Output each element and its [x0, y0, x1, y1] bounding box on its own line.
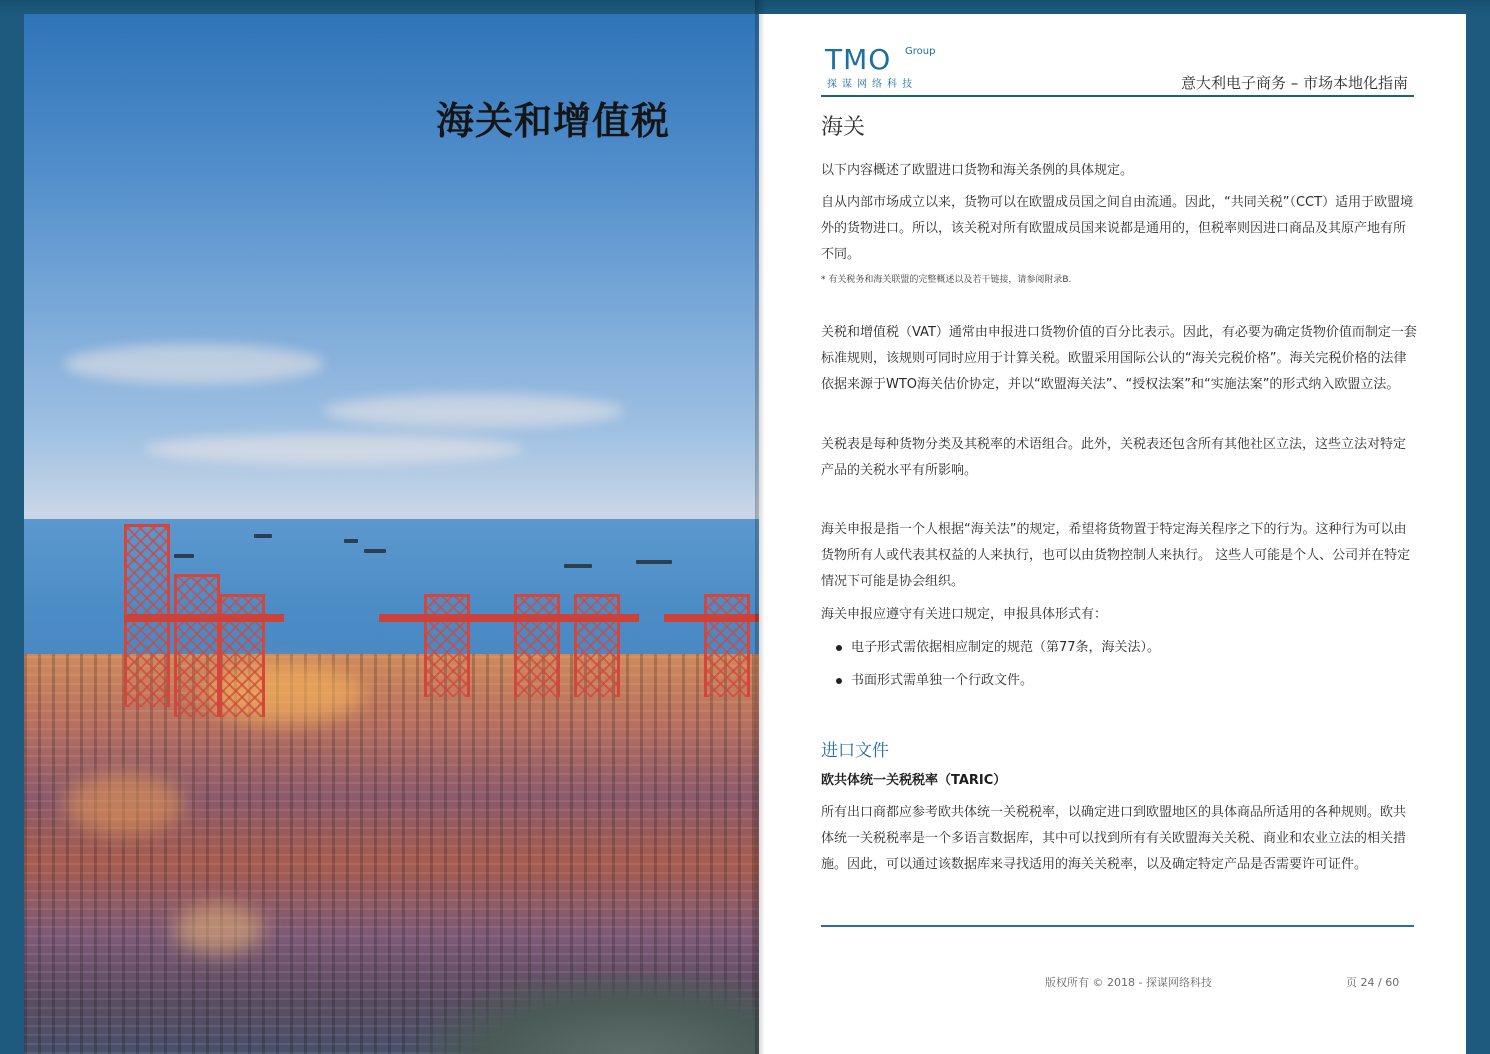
right-page — [759, 14, 1466, 1054]
footnote: * 有关税务和海关联盟的完整概述以及若干链接，请参阅附录B. — [821, 275, 1072, 285]
footer-divider — [821, 925, 1414, 927]
paragraph: 海关申报是指一个人根据“海关法”的规定，希望将货物置于特定海关程序之下的行为。这种行为可以由货物所有人或代表其权益的人来执行，也可以由货物控制人来执行。 这些人可能是个人、公司并在特定情况下可能是协会组织。 — [821, 522, 1411, 589]
cloud — [64, 344, 324, 384]
ship — [344, 539, 358, 543]
cloud — [324, 394, 624, 428]
paragraph: 关税和增值税（VAT）通常由申报进口货物价值的百分比表示。因此，有必要为确定货物价值而制定一套标准规则，该规则可同时应用于计算关税。欧盟采用国际公认的“海关完税价格”。海关完税价格的法律依据来源于WTO海关估价协定，并以“欧盟海关法”、“授权法案”和“实施法案”的形式纳入欧盟立法。 — [821, 325, 1417, 392]
header-divider — [821, 95, 1414, 97]
section-title: 海关 — [821, 115, 866, 140]
paragraph: 以下内容概述了欧盟进口货物和海关条例的具体规定。 — [821, 163, 1134, 178]
crane — [574, 594, 620, 697]
footer-copyright: 版权所有 © 2018 - 探谋网络科技 — [1045, 976, 1212, 989]
crane-arm — [379, 614, 639, 622]
paragraph: 关税表是每种货物分类及其税率的术语组合。此外，关税表还包含所有其他社区立法，这些立法对特定产品的关税水平有所影响。 — [821, 437, 1407, 478]
crane — [704, 594, 750, 697]
list-item: 书面形式需单独一个行政文件。 — [821, 664, 1417, 697]
subheading: 进口文件 — [821, 741, 889, 761]
ship — [254, 534, 272, 538]
ship — [636, 560, 672, 564]
logo-group: Group — [905, 46, 936, 57]
ship — [174, 554, 194, 558]
bullet-list — [821, 631, 1417, 697]
tmo-logo — [825, 43, 945, 90]
page-title: 海关和增值税 — [436, 99, 671, 143]
list-item: 电子形式需依据相应制定的规范（第77条，海关法）。 — [821, 631, 1417, 664]
logo-mark: TMO — [825, 43, 892, 76]
rocks — [404, 969, 759, 1054]
ship — [564, 564, 592, 568]
crane — [424, 594, 470, 697]
frame-top — [0, 0, 1490, 14]
port-light — [64, 774, 184, 834]
ship — [364, 549, 386, 553]
book-spine — [755, 0, 765, 1054]
subheading-bold: 欧共体统一关税税率（TARIC） — [821, 773, 1007, 788]
logo-subtitle: 探谋网络科技 — [827, 79, 917, 90]
page-number: 页 24 / 60 — [1346, 976, 1400, 989]
crane — [514, 594, 560, 697]
crane-arm — [124, 614, 284, 622]
left-page-photo — [24, 14, 759, 1054]
cloud — [144, 434, 524, 464]
crane — [219, 594, 265, 717]
document-title: 意大利电子商务 – 市场本地化指南 — [1180, 74, 1408, 92]
paragraph: 海关申报应遵守有关进口规定，申报具体形式有： — [821, 607, 1108, 622]
paragraph: 所有出口商都应参考欧共体统一关税税率，以确定进口到欧盟地区的具体商品所适用的各种规则。欧共体统一关税税率是一个多语言数据库，其中可以找到所有有关欧盟海关关税、商业和农业立法的相关措施。因此，可以通过该数据库来寻找适用的海关关税率，以及确定特定产品是否需要许可证件。 — [821, 805, 1407, 872]
paragraph: 自从内部市场成立以来，货物可以在欧盟成员国之间自由流通。因此，“共同关税”（CCT）适用于欧盟境外的货物进口。所以，该关税对所有欧盟成员国来说都是通用的，但税率则因进口商品及其原产地有所不同。 — [821, 195, 1414, 262]
port-light — [174, 904, 264, 954]
crane-arm — [664, 614, 759, 622]
crane — [174, 574, 220, 717]
